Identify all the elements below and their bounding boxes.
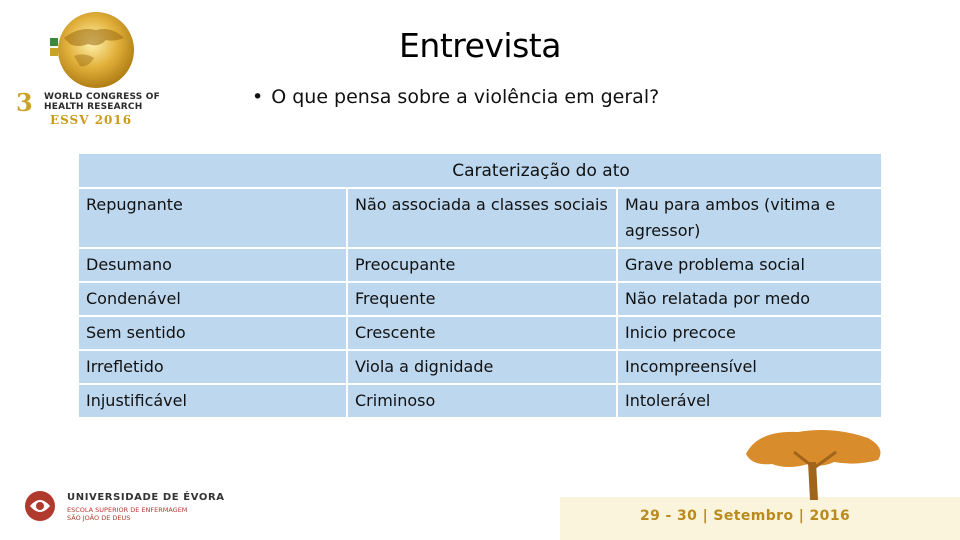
table-cell: Condenável: [78, 282, 347, 316]
bullet-icon: •: [252, 86, 264, 108]
bullet-text: O que pensa sobre a violência em geral?: [271, 86, 660, 108]
table-cell: Crescente: [347, 316, 617, 350]
congress-name: [44, 92, 160, 112]
university-logo: [22, 488, 225, 528]
table-row: [78, 350, 882, 384]
table-cell: Não relatada por medo: [617, 282, 882, 316]
school-name: [67, 506, 187, 522]
table-cell: Desumano: [78, 248, 347, 282]
essv-label: ESSV 2016: [50, 113, 133, 127]
table-cell: Frequente: [347, 282, 617, 316]
congress-logo: [10, 8, 160, 130]
event-dates: 29 - 30 | Setembro | 2016: [640, 508, 851, 524]
school-line2: SÃO JOÃO DE DEUS: [67, 514, 131, 522]
table-row: [78, 282, 882, 316]
table-header: Caraterização do ato: [78, 153, 882, 188]
characterization-table: [77, 152, 883, 419]
congress-line2: HEALTH RESEARCH: [44, 102, 143, 112]
table-cell: Inicio precoce: [617, 316, 882, 350]
table-row: [78, 248, 882, 282]
globe-logo-icon: [44, 8, 144, 90]
bullet-question: [252, 86, 659, 108]
university-name: UNIVERSIDADE DE ÉVORA: [67, 492, 225, 503]
table-cell: Incompreensível: [617, 350, 882, 384]
table-header-row: [78, 153, 882, 188]
table-cell: Injustificável: [78, 384, 347, 418]
table-cell: Intolerável: [617, 384, 882, 418]
table-cell: Não associada a classes sociais: [347, 188, 617, 248]
congress-line1: WORLD CONGRESS OF: [44, 92, 160, 102]
table-row: [78, 188, 882, 248]
table-cell: Repugnante: [78, 188, 347, 248]
table-row: [78, 384, 882, 418]
table-row: [78, 316, 882, 350]
school-line1: ESCOLA SUPERIOR DE ENFERMAGEM: [67, 506, 188, 514]
table-cell: Mau para ambos (vitima e agressor): [617, 188, 882, 248]
table-cell: Irrefletido: [78, 350, 347, 384]
university-emblem-icon: [22, 488, 62, 524]
table-cell: Sem sentido: [78, 316, 347, 350]
table-cell: Viola a dignidade: [347, 350, 617, 384]
tree-icon: [738, 422, 888, 502]
congress-number: 3: [16, 88, 33, 117]
table-cell: Grave problema social: [617, 248, 882, 282]
table-cell: Preocupante: [347, 248, 617, 282]
table-cell: Criminoso: [347, 384, 617, 418]
slide-title: Entrevista: [399, 26, 561, 65]
